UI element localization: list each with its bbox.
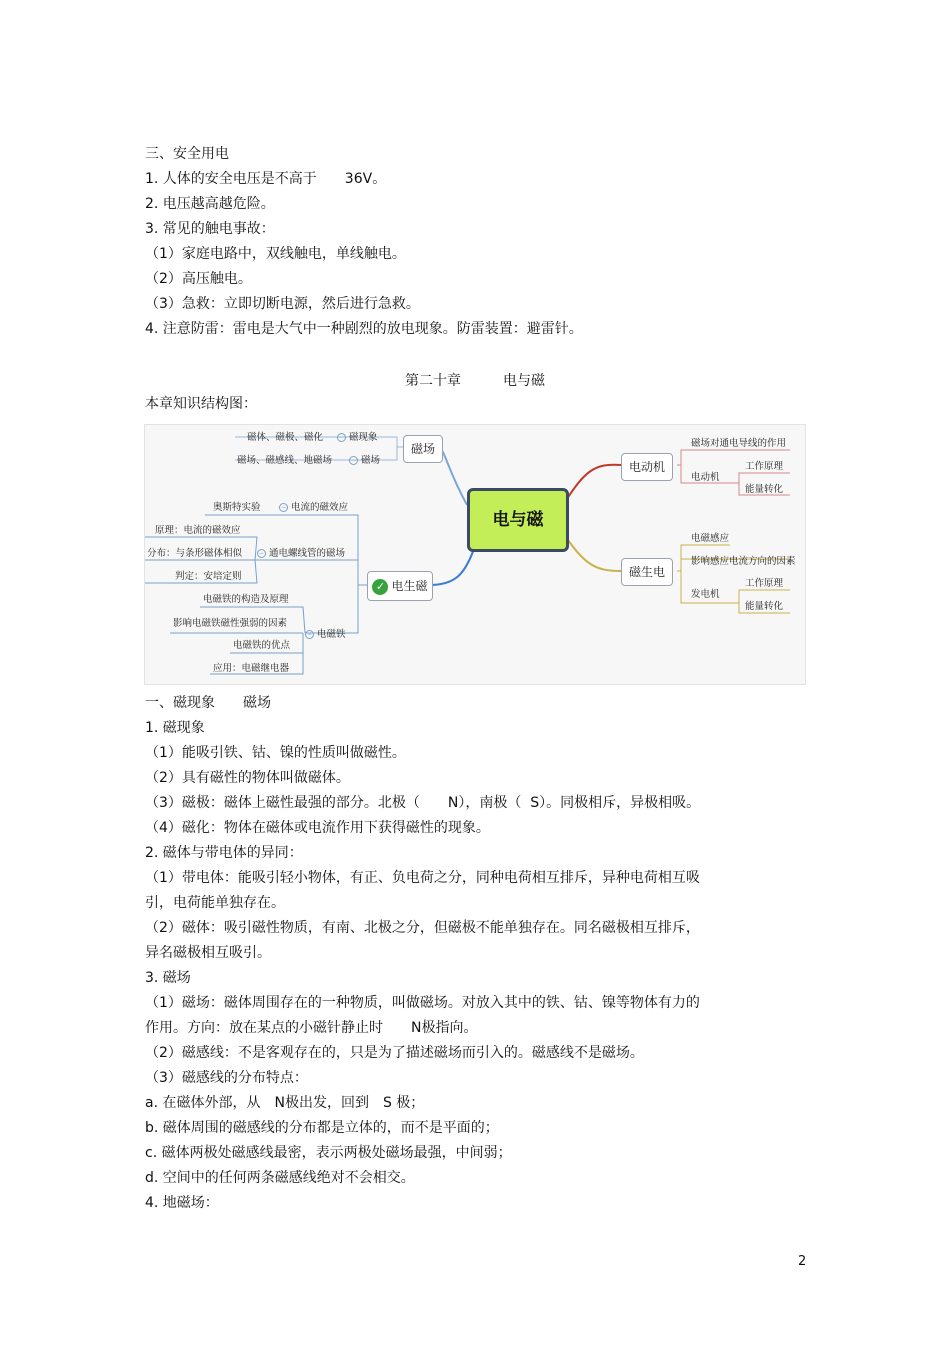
node-text: 磁体、磁极、磁化 xyxy=(247,432,324,443)
text-line: d. 空间中的任何两条磁感线绝对不会相交。 xyxy=(145,1170,415,1186)
node-text: 发电机 xyxy=(691,589,720,600)
node-dianshengci: ✓ 电生磁 xyxy=(367,571,433,601)
text-line: （2）磁感线：不是客观存在的，只是为了描述磁场而引入的。磁感线不是磁场。 xyxy=(145,1045,644,1061)
text-line: 异名磁极相互吸引。 xyxy=(145,945,271,961)
node-text: 电磁铁的构造及原理 xyxy=(203,594,289,605)
text-line: （2）磁体：吸引磁性物质，有南、北极之分，但磁极不能单独存在。同名磁极相互排斥， xyxy=(145,920,700,936)
node-text: 磁场对通电导线的作用 xyxy=(691,438,787,449)
node-text: 工作原理 xyxy=(745,461,784,472)
node-text: 影响感应电流方向的因素 xyxy=(691,556,796,567)
node-text: 原理：电流的磁效应 xyxy=(155,525,241,536)
section-heading: 一、磁现象 磁场 xyxy=(145,695,271,711)
text-line: c. 磁体两极处磁感线最密，表示两极处磁场最强，中间弱； xyxy=(145,1145,512,1161)
node-diandongji: 电动机 xyxy=(621,453,673,481)
node-text: − 电磁铁 xyxy=(306,629,346,640)
text-line: 2. 电压越高越危险。 xyxy=(145,196,275,212)
node-text: − 通电螺线管的磁场 xyxy=(258,548,346,559)
node-text: 电动机 xyxy=(691,472,720,483)
section-heading: 三、安全用电 xyxy=(145,146,229,162)
text-line: 作用。方向：放在某点的小磁针静止时 N极指向。 xyxy=(145,1020,478,1036)
text-line: （3）磁极：磁体上磁性最强的部分。北极（ N），南极（ S）。同极相斥，异极相吸。 xyxy=(145,795,701,811)
text-line: 4. 地磁场： xyxy=(145,1195,219,1211)
node-cichang: 磁场 xyxy=(403,435,443,463)
text-line: 1. 人体的安全电压是不高于 36V。 xyxy=(145,171,387,187)
node-text: 奥斯特实验 xyxy=(213,502,261,513)
node-text: − 磁现象 xyxy=(338,432,378,443)
text-line: （2）具有磁性的物体叫做磁体。 xyxy=(145,770,350,786)
collapse-icon: − xyxy=(280,504,287,511)
text-line: 3. 磁场 xyxy=(145,970,191,986)
text-line: 1. 磁现象 xyxy=(145,720,205,736)
node-text: − 电流的磁效应 xyxy=(280,502,349,513)
text-line: 引，电荷能单独存在。 xyxy=(145,895,285,911)
text-line: b. 磁体周围的磁感线的分布都是立体的，而不是平面的； xyxy=(145,1120,499,1136)
text-line: （2）高压触电。 xyxy=(145,271,252,287)
map-label: 本章知识结构图： xyxy=(145,396,257,412)
node-text: 能量转化 xyxy=(745,601,784,612)
knowledge-mindmap xyxy=(144,424,806,685)
collapse-icon: − xyxy=(306,631,313,638)
collapse-icon: − xyxy=(350,457,357,464)
text-line: （3）急救：立即切断电源，然后进行急救。 xyxy=(145,296,420,312)
text-line: （1）磁场：磁体周围存在的一种物质，叫做磁场。对放入其中的铁、钴、镍等物体有力的 xyxy=(145,995,700,1011)
check-icon: ✓ xyxy=(372,579,388,595)
node-text: 电磁铁的优点 xyxy=(233,640,291,651)
text-line: （4）磁化：物体在磁体或电流作用下获得磁性的现象。 xyxy=(145,820,490,836)
text-line: a. 在磁体外部，从 N极出发，回到 S 极； xyxy=(145,1095,425,1111)
node-text: − 磁场 xyxy=(350,455,381,466)
node-text: 影响电磁铁磁性强弱的因素 xyxy=(173,618,288,629)
node-text: 判定：安培定则 xyxy=(175,571,242,582)
text-line: （1）能吸引铁、钴、镍的性质叫做磁性。 xyxy=(145,745,406,761)
node-text: 能量转化 xyxy=(745,484,784,495)
node-text: 电磁感应 xyxy=(691,533,730,544)
node-text: 应用：电磁继电器 xyxy=(213,663,290,674)
text-line: 3. 常见的触电事故： xyxy=(145,221,275,237)
page-number: 2 xyxy=(798,1254,807,1269)
text-line: （1）带电体：能吸引轻小物体，有正、负电荷之分，同种电荷相互排斥，异种电荷相互吸 xyxy=(145,870,700,886)
node-text: 磁场、磁感线、地磁场 xyxy=(237,455,333,466)
node-cishengdian: 磁生电 xyxy=(621,558,673,586)
node-text: 分布：与条形磁体相似 xyxy=(147,548,243,559)
text-line: （1）家庭电路中，双线触电，单线触电。 xyxy=(145,246,406,262)
node-text: 工作原理 xyxy=(745,578,784,589)
mindmap-center-node: 电与磁 xyxy=(467,488,569,552)
collapse-icon: − xyxy=(258,550,265,557)
text-line: 4. 注意防雷：雷电是大气中一种剧烈的放电现象。防雷装置：避雷针。 xyxy=(145,321,583,337)
text-line: （3）磁感线的分布特点： xyxy=(145,1070,308,1086)
text-line: 2. 磁体与带电体的异同： xyxy=(145,845,303,861)
collapse-icon: − xyxy=(338,434,345,441)
chapter-title: 第二十章 电与磁 xyxy=(405,373,545,389)
